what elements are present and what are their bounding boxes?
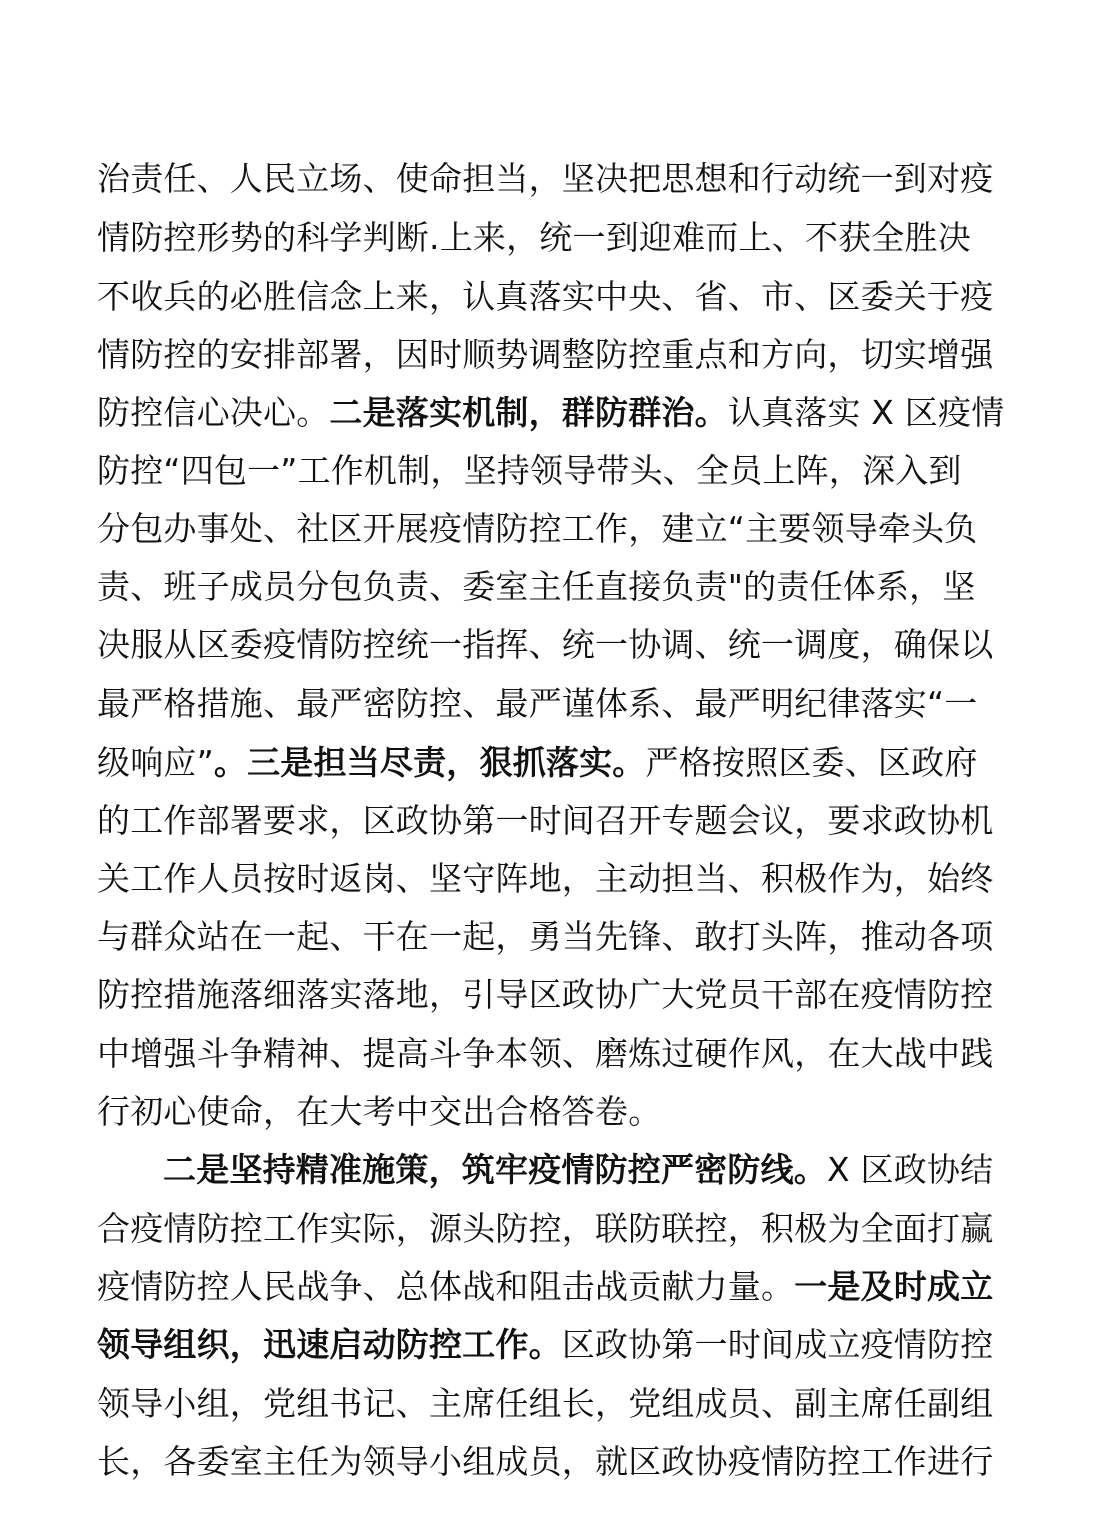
text-line: 决服从区委疫情防控统一指挥、统一协调、统一调度，确保以 (97, 625, 994, 664)
text-line: 关工作人员按时返岗、坚守阵地，主动担当、积极作为，始终 (97, 859, 994, 898)
bold-heading: 一是及时成立 (794, 1267, 994, 1306)
text-line: 防控措施落细落实落地，引导区政协广大党员干部在疫情防控 (97, 975, 994, 1014)
text-line: 的工作部署要求，区政协第一时间召开专题会议，要求政协机 (97, 801, 994, 840)
text-line: 行初心使命，在大考中交出合格答卷。 (97, 1092, 662, 1131)
text-line: 合疫情防控工作实际，源头防控，联防联控，积极为全面打赢 (97, 1209, 994, 1248)
bold-heading: 二是坚持精准施策，筑牢疫情防控严密防线。 (163, 1150, 827, 1189)
text-line: 最严格措施、最严密防控、最严谨体系、最严明纪律落实“一 (97, 684, 978, 723)
text-line: 责、班子成员分包负责、委室主任直接负责"的责任体系，坚 (97, 567, 976, 606)
text-line: 长，各委室主任为领导小组成员，就区政协疫情防控工作进行 (97, 1442, 994, 1481)
text-line: 与群众站在一起、干在一起，勇当先锋、敢打头阵，推动各项 (97, 917, 994, 956)
text-line: 情防控形势的科学判断.上来，统一到迎难而上、不获全胜决 (97, 218, 971, 257)
text-line: 中增强斗争精神、提高斗争本领、磨炼过硬作风，在大战中践 (97, 1034, 994, 1073)
text-line: 二是坚持精准施策，筑牢疫情防控严密防线。X 区政协结 (163, 1150, 994, 1189)
text-line: 不收兵的必胜信念上来，认真落实中央、省、市、区委关于疫 (97, 277, 994, 316)
text-line: 情防控的安排部署，因时顺势调整防控重点和方向，切实增强 (97, 335, 994, 374)
text-line: 分包办事处、社区开展疫情防控工作，建立“主要领导牵头负 (97, 509, 978, 548)
text-line: 领导组织，迅速启动防控工作。区政协第一时间成立疫情防控 (97, 1325, 994, 1364)
text-line: 领导小组，党组书记、主席任组长，党组成员、副主席任副组 (97, 1384, 994, 1423)
text-line: 疫情防控人民战争、总体战和阻击战贡献力量。一是及时成立 (97, 1267, 994, 1306)
bold-heading: 二是落实机制，群防群治。 (329, 393, 728, 432)
text-line: 级响应”。三是担当尽责，狠抓落实。严格按照区委、区政府 (97, 743, 978, 782)
bold-heading: 领导组织，迅速启动防控工作。 (97, 1325, 562, 1364)
text-line: 防控信心决心。二是落实机制，群防群治。认真落实 X 区疫情 (97, 393, 1005, 432)
text-line: 治责任、人民立场、使命担当，坚决把思想和行动统一到对疫 (97, 159, 994, 198)
text-line: 防控“四包一”工作机制，坚持领导带头、全员上阵，深入到 (97, 451, 962, 490)
bold-heading: 。三是担当尽责，狠抓落实。 (213, 743, 646, 782)
